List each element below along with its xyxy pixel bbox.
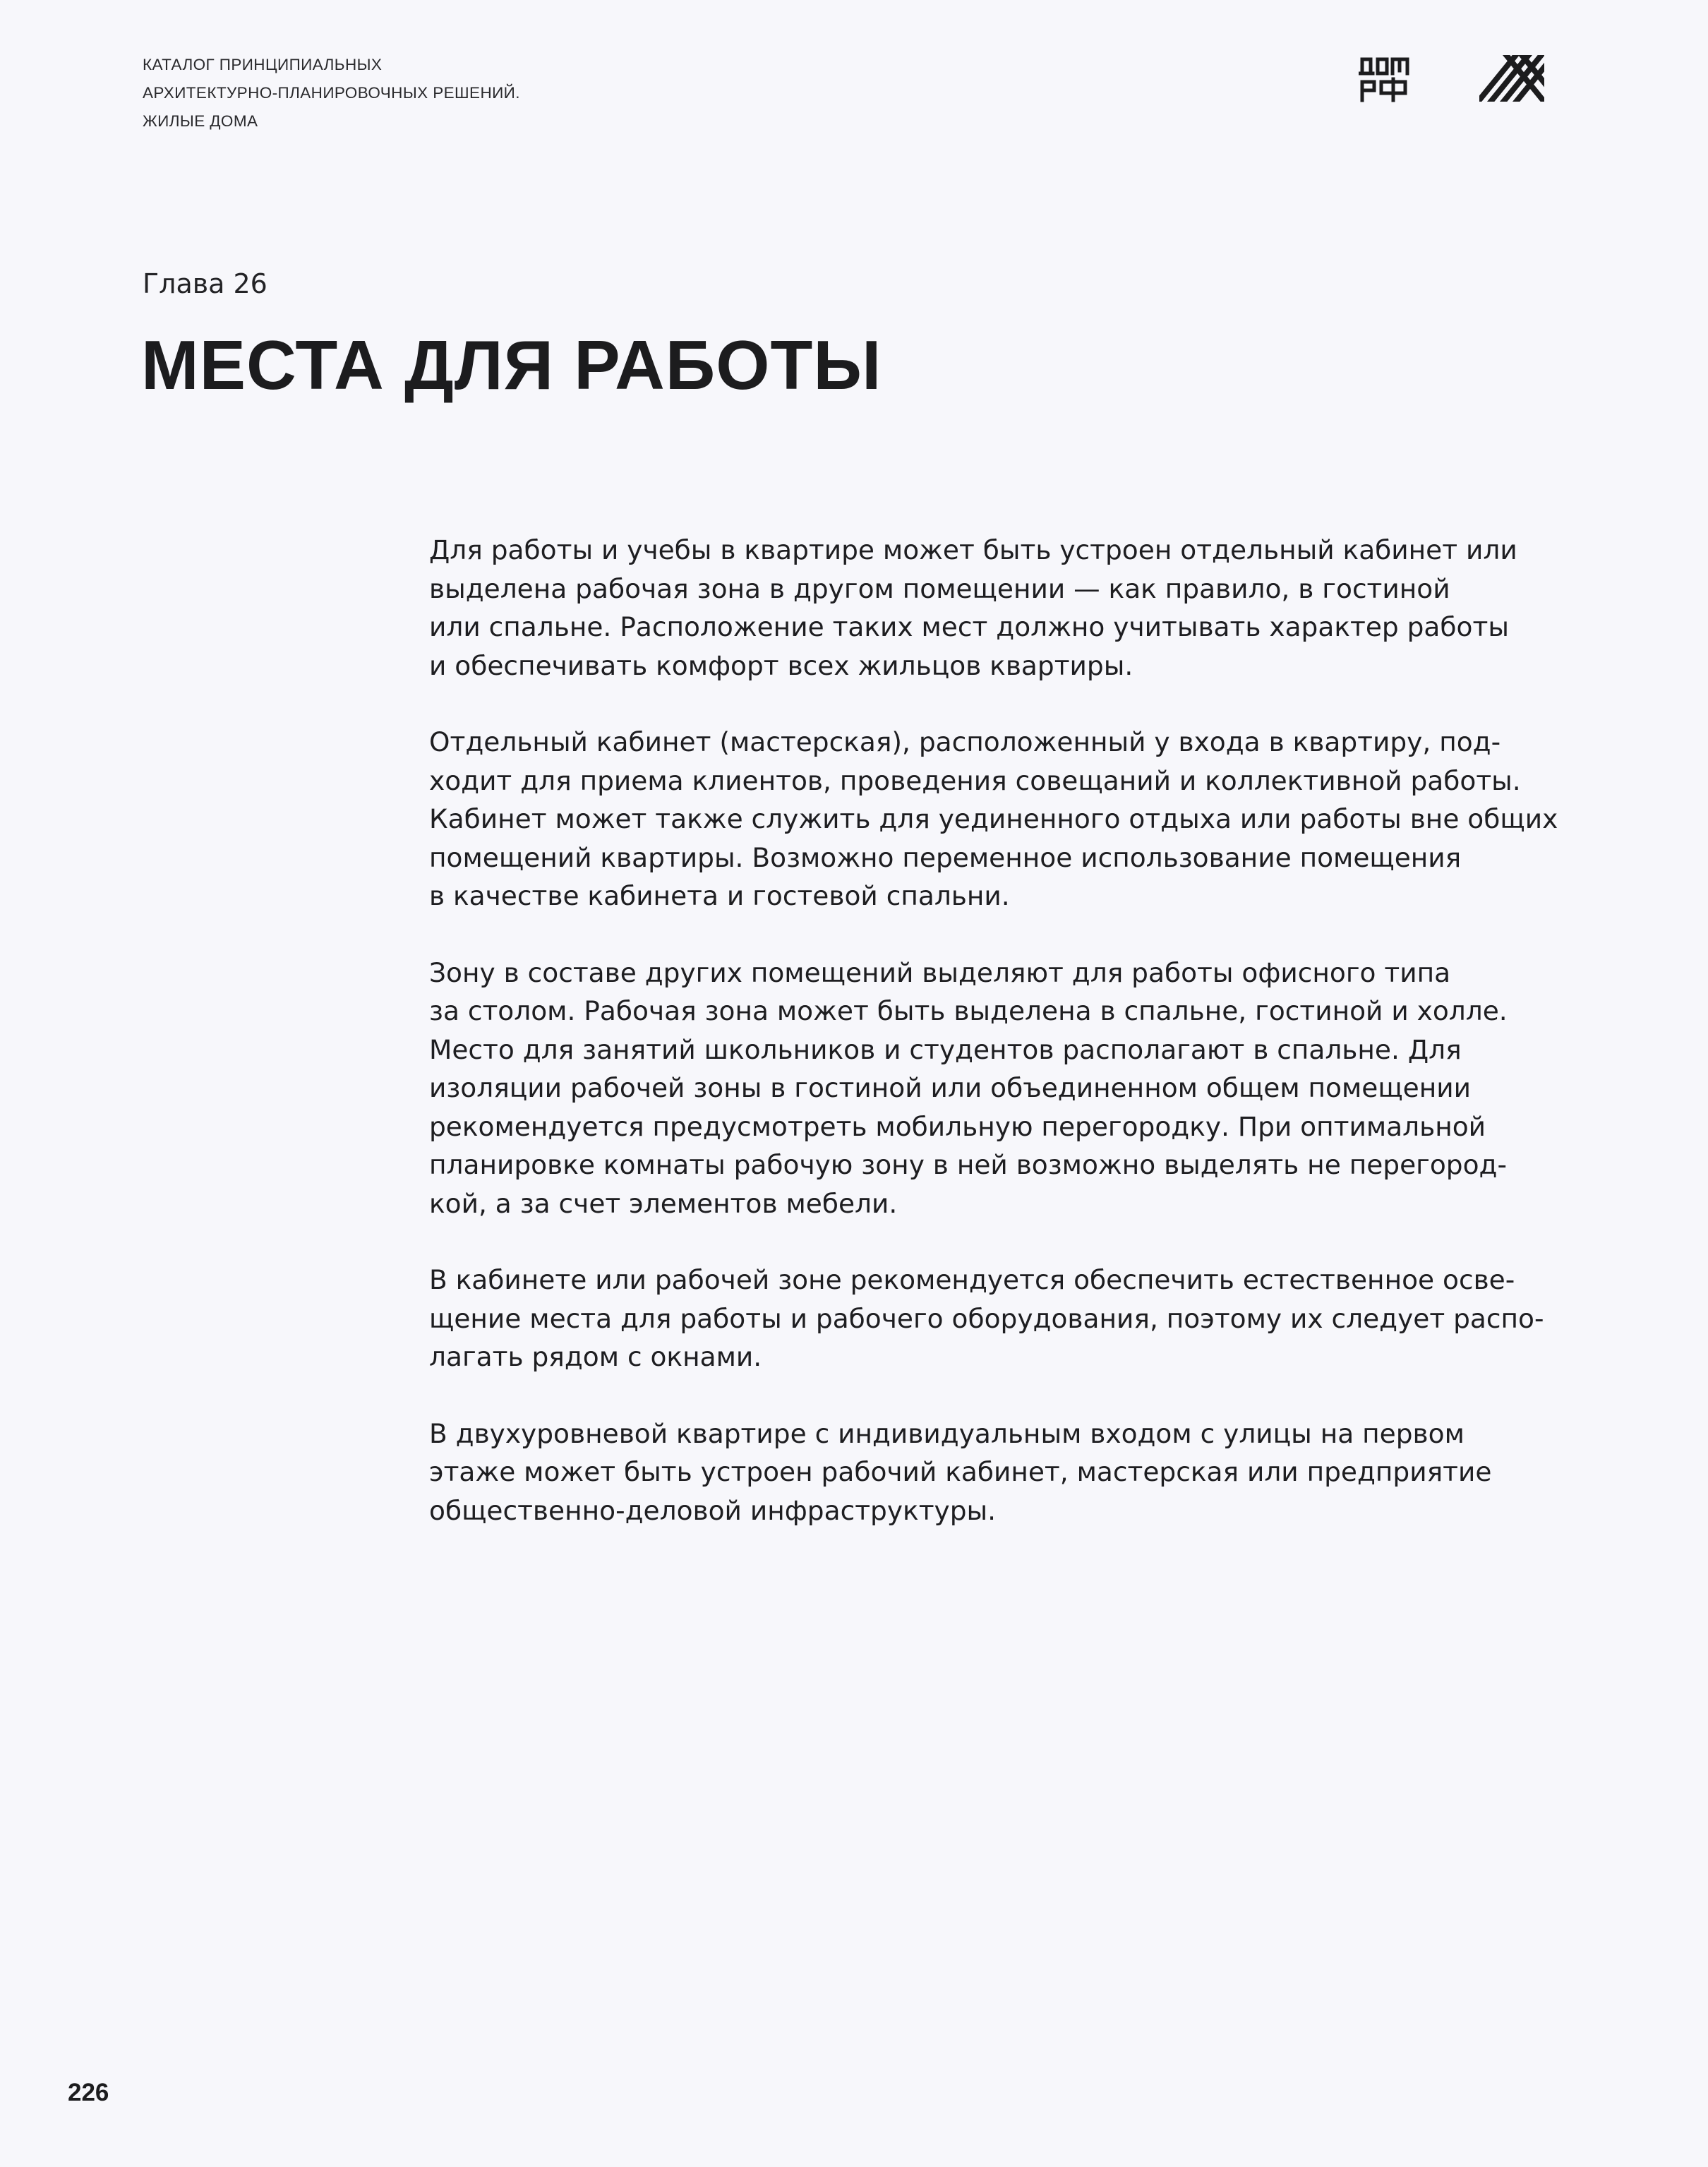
text-line: щение места для работы и рабочего оборудования, поэтому их следует распо-: [429, 1302, 1544, 1334]
text-line: планировке комнаты рабочую зону в ней возможно выделять не перегород-: [429, 1149, 1508, 1180]
text-line: и обеспечивать комфорт всех жильцов квартиры.: [429, 649, 1133, 681]
text-line: или спальне. Расположение таких мест должно учитывать характер работы: [429, 611, 1509, 642]
text-line: Отдельный кабинет (мастерская), расположенный у входа в квартиру, под-: [429, 726, 1501, 757]
page-number: 226: [68, 2079, 109, 2106]
text-line: ходит для приема клиентов, проведения совещаний и коллективной работы.: [429, 764, 1521, 796]
text-line: помещений квартиры. Возможно переменное использование помещения: [429, 841, 1462, 873]
caption-line: АРХИТЕКТУРНО-ПЛАНИРОВОЧНЫХ РЕШЕНИЙ.: [143, 84, 520, 102]
body-text: [429, 531, 1558, 1568]
paragraph-1: [429, 531, 1558, 685]
text-line: лагать рядом с окнами.: [429, 1341, 762, 1372]
paragraph-2: [429, 723, 1558, 916]
text-line: кой, а за счет элементов мебели.: [429, 1187, 898, 1219]
text-line: Зону в составе других помещений выделяют для работы офисного типа: [429, 956, 1451, 988]
page-title: МЕСТА ДЛЯ РАБОТЫ: [141, 326, 882, 404]
text-line: этаже может быть устроен рабочий кабинет, мастерская или предприятие: [429, 1456, 1492, 1487]
caption-line: КАТАЛОГ ПРИНЦИПИАЛЬНЫХ: [143, 56, 383, 73]
text-line: Место для занятий школьников и студентов располагают в спальне. Для: [429, 1033, 1462, 1065]
text-line: В кабинете или рабочей зоне рекомендуется обеспечить естественное осве-: [429, 1264, 1515, 1295]
chapter-number: Глава 26: [143, 268, 267, 299]
text-line: за столом. Рабочая зона может быть выделена в спальне, гостиной и холле.: [429, 995, 1508, 1026]
catalog-caption: [143, 51, 520, 136]
dom-rf-logo-icon: [1359, 55, 1409, 103]
text-line: общественно-деловой инфраструктуры.: [429, 1494, 997, 1526]
paragraph-5: [429, 1415, 1558, 1530]
text-line: Для работы и учебы в квартире может быть устроен отдельный кабинет или: [429, 534, 1517, 565]
text-line: Кабинет может также служить для уединенного отдыха или работы вне общих: [429, 803, 1558, 834]
caption-line: ЖИЛЫЕ ДОМА: [143, 112, 258, 130]
striped-pattern-logo-icon: [1479, 55, 1544, 102]
text-line: в качестве кабинета и гостевой спальни.: [429, 880, 1010, 911]
text-line: изоляции рабочей зоны в гостиной или объединенном общем помещении: [429, 1072, 1472, 1103]
text-line: выделена рабочая зона в другом помещении — как правило, в гостиной: [429, 572, 1450, 604]
paragraph-4: [429, 1261, 1558, 1376]
text-line: В двухуровневой квартире с индивидуальным входом с улицы на первом: [429, 1417, 1465, 1449]
paragraph-3: [429, 954, 1558, 1223]
text-line: рекомендуется предусмотреть мобильную перегородку. При оптимальной: [429, 1110, 1486, 1142]
